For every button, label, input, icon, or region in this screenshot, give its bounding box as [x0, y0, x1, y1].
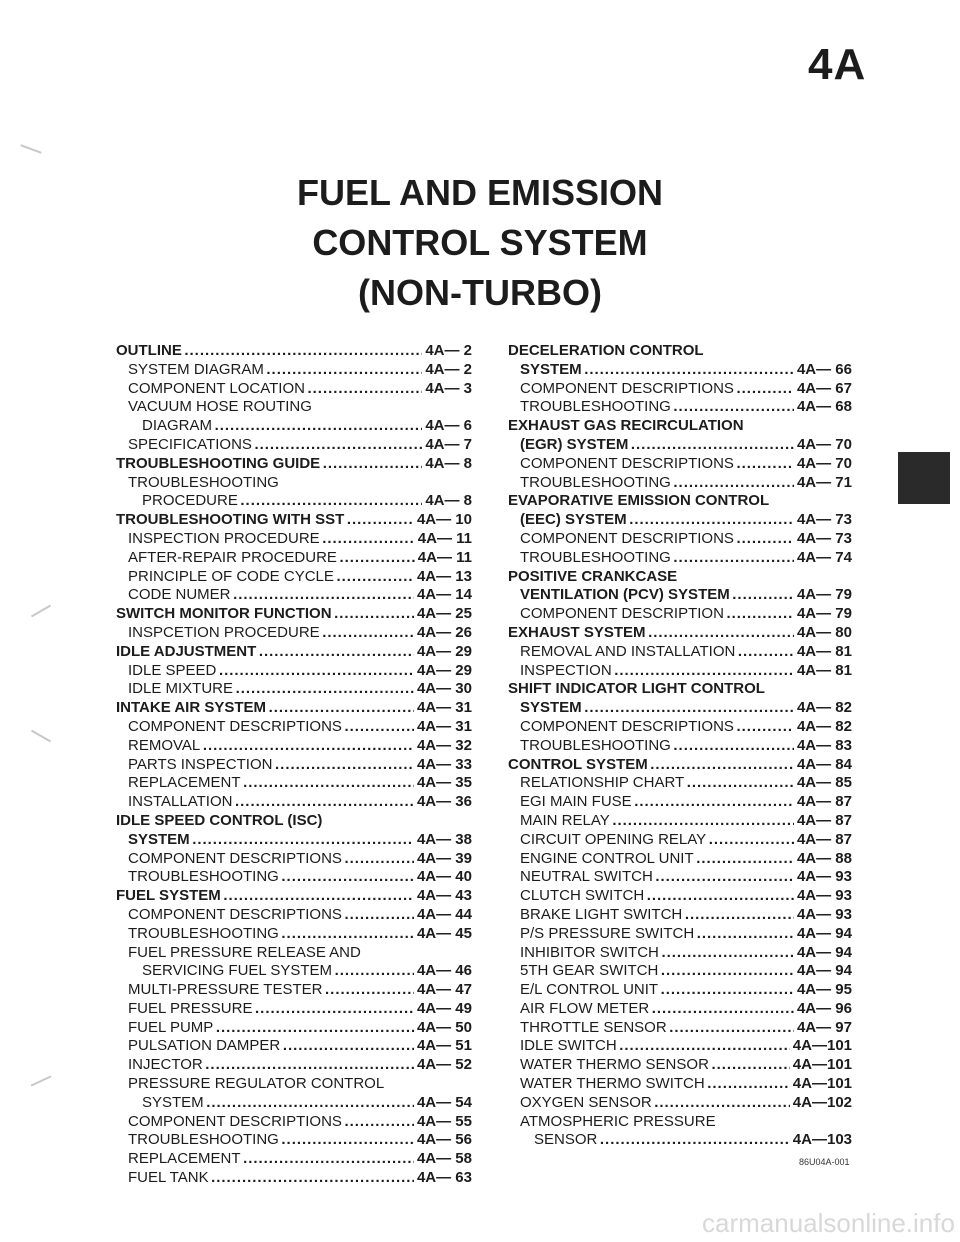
toc-entry [116, 1169, 472, 1188]
toc-entry-page: 4A— 54 [416, 1093, 472, 1111]
toc-entry-label: SYSTEM DIAGRAM . . . [128, 361, 422, 380]
toc-entry [508, 868, 852, 887]
toc-entry [508, 756, 852, 775]
toc-entry-label: IDLE SWITCH . . . [520, 1037, 790, 1056]
toc-entry [508, 1037, 852, 1056]
toc-entry-page: 4A—101 [792, 1075, 852, 1093]
toc-entry [116, 812, 472, 831]
toc-entry-label: WATER THERMO SENSOR . . . [520, 1056, 790, 1075]
toc-entry [116, 793, 472, 812]
toc-left-column [116, 342, 472, 1188]
toc-entry-page: 4A— 84 [796, 755, 852, 773]
toc-entry [116, 831, 472, 850]
toc-entry [508, 662, 852, 681]
toc-entry [116, 398, 472, 417]
toc-entry-label: FUEL PRESSURE RELEASE AND [128, 943, 361, 961]
toc-entry-page: 4A— 94 [796, 943, 852, 961]
toc-entry-label: TROUBLESHOOTING . . . [128, 1131, 414, 1150]
toc-entry-label: E/L CONTROL UNIT . . . [520, 981, 794, 1000]
toc-entry-label: TROUBLESHOOTING . . . [520, 474, 794, 493]
toc-entry-label: CLUTCH SWITCH . . . [520, 887, 794, 906]
toc-entry-page: 4A— 83 [796, 736, 852, 754]
toc-entry-page: 4A— 50 [416, 1018, 472, 1036]
toc-entry-page: 4A— 52 [416, 1056, 472, 1074]
toc-entry [508, 417, 852, 436]
toc-entry-label: COMPONENT DESCRIPTIONS . . . [128, 850, 414, 869]
toc-entry [116, 568, 472, 587]
toc-entry-label: INTAKE AIR SYSTEM . . . [116, 699, 414, 718]
toc-entry-page: 4A— 66 [796, 360, 852, 378]
title-line-2: CONTROL SYSTEM [312, 222, 648, 263]
toc-entry-label: PRINCIPLE OF CODE CYCLE . . . [128, 568, 414, 587]
toc-entry [508, 1113, 852, 1132]
toc-entry [508, 699, 852, 718]
toc-entry-page: 4A— 11 [417, 529, 472, 547]
toc-entry [116, 1113, 472, 1132]
toc-entry-label: FUEL SYSTEM . . . [116, 887, 414, 906]
toc-entry-page: 4A— 7 [425, 435, 472, 453]
toc-entry-label: TROUBLESHOOTING . . . [520, 549, 794, 568]
toc-entry-page: 4A—102 [792, 1093, 852, 1111]
toc-entry-label: PROCEDURE . . . [142, 492, 422, 511]
toc-entry [116, 1150, 472, 1169]
toc-entry [508, 812, 852, 831]
toc-entry [116, 1094, 472, 1113]
scan-artifact [31, 730, 51, 743]
toc-entry-label: MULTI-PRESSURE TESTER . . . [128, 981, 414, 1000]
toc-entry [116, 474, 472, 493]
toc-entry-page: 4A— 51 [416, 1037, 472, 1055]
toc-entry-label: ATMOSPHERIC PRESSURE [520, 1112, 716, 1130]
toc-entry-label: FUEL PRESSURE . . . [128, 1000, 414, 1019]
toc-entry [116, 530, 472, 549]
toc-entry-page: 4A— 82 [796, 699, 852, 717]
toc-entry [116, 718, 472, 737]
toc-entry [116, 624, 472, 643]
toc-entry-page: 4A— 40 [416, 868, 472, 886]
toc-entry-label: CODE NUMER . . . [128, 586, 414, 605]
toc-entry-label: (EEC) SYSTEM . . . [520, 511, 794, 530]
toc-entry-page: 4A— 81 [796, 642, 852, 660]
toc-entry-page: 4A— 14 [416, 586, 472, 604]
toc-entry [116, 586, 472, 605]
toc-entry-label: FUEL TANK . . . [128, 1169, 414, 1188]
toc-entry [116, 380, 472, 399]
toc-entry [508, 586, 852, 605]
toc-entry [116, 455, 472, 474]
toc-entry [508, 474, 852, 493]
toc-entry-label: IDLE MIXTURE . . . [128, 680, 414, 699]
toc-entry-page: 4A— 58 [416, 1150, 472, 1168]
toc-entry [116, 850, 472, 869]
toc-entry-label: BRAKE LIGHT SWITCH . . . [520, 906, 794, 925]
toc-entry-label: SWITCH MONITOR FUNCTION . . . [116, 605, 414, 624]
toc-entry-page: 4A— 63 [416, 1169, 472, 1187]
toc-entry-label: COMPONENT DESCRIPTIONS . . . [520, 455, 794, 474]
toc-entry [508, 492, 852, 511]
toc-entry [508, 1056, 852, 1075]
toc-entry-page: 4A— 93 [796, 887, 852, 905]
scan-artifact [31, 1075, 52, 1086]
toc-entry [116, 643, 472, 662]
toc-entry-label: TROUBLESHOOTING . . . [520, 398, 794, 417]
toc-entry-page: 4A— 44 [416, 905, 472, 923]
toc-entry-label: REPLACEMENT . . . [128, 1150, 414, 1169]
toc-entry-label: ENGINE CONTROL UNIT . . . [520, 850, 794, 869]
toc-entry [508, 643, 852, 662]
toc-entry [116, 605, 472, 624]
toc-entry-label: TROUBLESHOOTING . . . [128, 925, 414, 944]
toc-entry-page: 4A— 31 [416, 717, 472, 735]
toc-entry-page: 4A— 43 [416, 887, 472, 905]
toc-entry-label: INSTALLATION . . . [128, 793, 414, 812]
toc-entry [508, 774, 852, 793]
toc-entry [116, 699, 472, 718]
toc-entry-page: 4A— 13 [416, 567, 472, 585]
toc-entry-label: COMPONENT DESCRIPTION . . . [520, 605, 794, 624]
toc-entry-page: 4A— 47 [416, 981, 472, 999]
scan-artifact [31, 605, 51, 618]
toc-entry [116, 1037, 472, 1056]
toc-entry-page: 4A—101 [792, 1037, 852, 1055]
toc-entry [508, 906, 852, 925]
toc-right-column [508, 342, 852, 1150]
toc-entry [508, 1094, 852, 1113]
toc-entry-label: AIR FLOW METER . . . [520, 1000, 794, 1019]
toc-entry-label: NEUTRAL SWITCH . . . [520, 868, 794, 887]
toc-entry-label: OUTLINE . . . [116, 342, 422, 361]
toc-entry-page: 4A— 55 [416, 1112, 472, 1130]
toc-entry-page: 4A— 29 [416, 661, 472, 679]
toc-entry-page: 4A— 74 [796, 548, 852, 566]
toc-entry-label: TROUBLESHOOTING WITH SST . . . [116, 511, 414, 530]
toc-entry [116, 662, 472, 681]
toc-entry [116, 680, 472, 699]
toc-entry-label: REMOVAL AND INSTALLATION . . . [520, 643, 794, 662]
toc-entry-page: 4A— 88 [796, 849, 852, 867]
toc-entry-label: IDLE SPEED . . . [128, 662, 414, 681]
toc-entry [116, 1075, 472, 1094]
toc-entry [508, 981, 852, 1000]
toc-entry-label: EVAPORATIVE EMISSION CONTROL [508, 492, 770, 510]
toc-entry-page: 4A— 73 [796, 511, 852, 529]
toc-entry [508, 568, 852, 587]
toc-entry [116, 962, 472, 981]
toc-entry-label: RELATIONSHIP CHART . . . [520, 774, 794, 793]
toc-entry-page: 4A— 29 [416, 642, 472, 660]
toc-entry [508, 436, 852, 455]
toc-entry [116, 1019, 472, 1038]
toc-entry-label: IDLE ADJUSTMENT . . . [116, 643, 414, 662]
toc-entry-label: COMPONENT DESCRIPTIONS . . . [520, 380, 794, 399]
toc-entry-page: 4A— 87 [796, 830, 852, 848]
toc-entry [116, 511, 472, 530]
toc-entry [508, 530, 852, 549]
toc-entry [508, 342, 852, 361]
toc-entry-page: 4A— 87 [796, 793, 852, 811]
toc-entry-page: 4A— 70 [796, 454, 852, 472]
toc-entry-label: EXHAUST GAS RECIRCULATION [508, 417, 744, 435]
toc-entry-label: SYSTEM . . . [520, 361, 794, 380]
toc-entry-label: PARTS INSPECTION . . . [128, 756, 414, 775]
toc-entry [116, 342, 472, 361]
toc-entry-page: 4A— 94 [796, 962, 852, 980]
toc-entry-label: INSPECTION PROCEDURE . . . [128, 530, 415, 549]
toc-entry-label: INSPCETION PROCEDURE . . . [128, 624, 414, 643]
toc-entry-label: OXYGEN SENSOR . . . [520, 1094, 790, 1113]
toc-entry-page: 4A— 26 [416, 623, 472, 641]
scan-artifact [20, 144, 41, 153]
figure-code: 86U04A-001 [799, 1157, 850, 1167]
toc-entry [116, 887, 472, 906]
toc-entry-label: EGI MAIN FUSE . . . [520, 793, 794, 812]
toc-entry-page: 4A— 45 [416, 924, 472, 942]
toc-entry [508, 1075, 852, 1094]
toc-entry [116, 756, 472, 775]
toc-entry [116, 1000, 472, 1019]
toc-entry [116, 549, 472, 568]
toc-entry-label: CONTROL SYSTEM . . . [508, 756, 794, 775]
toc-entry [116, 981, 472, 1000]
toc-entry-page: 4A— 2 [425, 360, 472, 378]
toc-entry-label: COMPONENT DESCRIPTIONS . . . [128, 906, 414, 925]
toc-entry-label: (EGR) SYSTEM . . . [520, 436, 794, 455]
toc-entry-page: 4A— 81 [796, 661, 852, 679]
toc-entry-label: INHIBITOR SWITCH . . . [520, 944, 794, 963]
toc-entry-label: COMPONENT DESCRIPTIONS . . . [128, 1113, 414, 1132]
toc-entry-page: 4A— 96 [796, 999, 852, 1017]
toc-entry-label: EXHAUST SYSTEM . . . [508, 624, 794, 643]
toc-entry [508, 1131, 852, 1150]
toc-entry-page: 4A— 56 [416, 1131, 472, 1149]
toc-entry-page: 4A— 30 [416, 680, 472, 698]
toc-entry-label: VACUUM HOSE ROUTING [128, 398, 312, 416]
toc-entry-label: TROUBLESHOOTING . . . [520, 737, 794, 756]
toc-entry [508, 962, 852, 981]
toc-entry-page: 4A— 49 [416, 999, 472, 1017]
watermark: carmanualsonline.info [702, 1208, 955, 1238]
toc-entry-label: DECELERATION CONTROL [508, 342, 704, 359]
toc-entry-page: 4A— 35 [416, 774, 472, 792]
toc-entry-page: 4A— 87 [796, 811, 852, 829]
toc-entry-page: 4A— 82 [796, 717, 852, 735]
toc-entry-page: 4A— 68 [796, 398, 852, 416]
toc-entry-page: 4A— 46 [416, 962, 472, 980]
toc-entry [116, 944, 472, 963]
title-line-1: FUEL AND EMISSION [296, 172, 664, 213]
toc-entry-page: 4A— 2 [425, 342, 472, 359]
toc-entry-label: COMPONENT DESCRIPTIONS . . . [520, 718, 794, 737]
toc-entry-page: 4A— 38 [416, 830, 472, 848]
toc-entry-page: 4A— 80 [796, 623, 852, 641]
toc-entry-page: 4A—101 [792, 1056, 852, 1074]
page-title [0, 168, 960, 318]
toc-entry-page: 4A— 94 [796, 924, 852, 942]
toc-entry-page: 4A— 79 [796, 586, 852, 604]
toc-entry-page: 4A— 85 [796, 774, 852, 792]
toc-entry-page: 4A— 31 [416, 699, 472, 717]
toc-entry-page: 4A— 8 [425, 492, 472, 510]
toc-entry-label: SYSTEM . . . [520, 699, 794, 718]
toc-entry-page: 4A— 25 [416, 605, 472, 623]
toc-entry-label: THROTTLE SENSOR . . . [520, 1019, 794, 1038]
toc-entry-label: 5TH GEAR SWITCH . . . [520, 962, 794, 981]
toc-entry-label: REMOVAL . . . [128, 737, 414, 756]
toc-entry [116, 436, 472, 455]
toc-entry-label: POSITIVE CRANKCASE [508, 567, 678, 585]
toc-entry-label: MAIN RELAY . . . [520, 812, 794, 831]
toc-entry-label: SYSTEM . . . [128, 831, 414, 850]
toc-entry-label: INJECTOR . . . [128, 1056, 414, 1075]
toc-entry [508, 793, 852, 812]
toc-entry [116, 906, 472, 925]
toc-entry [116, 925, 472, 944]
toc-entry [508, 511, 852, 530]
toc-entry [508, 831, 852, 850]
toc-entry [116, 737, 472, 756]
toc-entry [116, 361, 472, 380]
toc-entry-page: 4A— 3 [425, 379, 472, 397]
toc-entry-label: VENTILATION (PCV) SYSTEM . . . [520, 586, 794, 605]
toc-entry-page: 4A— 39 [416, 849, 472, 867]
toc-entry [508, 361, 852, 380]
toc-entry-label: SERVICING FUEL SYSTEM . . . [142, 962, 414, 981]
toc-entry-page: 4A— 93 [796, 868, 852, 886]
toc-entry [508, 887, 852, 906]
toc-entry [508, 718, 852, 737]
toc-entry [508, 455, 852, 474]
toc-entry-page: 4A— 73 [796, 529, 852, 547]
toc-entry-label: COMPONENT LOCATION . . . [128, 380, 422, 399]
toc-entry [508, 925, 852, 944]
toc-entry-page: 4A—103 [792, 1131, 852, 1149]
toc-entry [116, 417, 472, 436]
toc-entry-label: COMPONENT DESCRIPTIONS . . . [520, 530, 794, 549]
toc-entry-label: CIRCUIT OPENING RELAY . . . [520, 831, 794, 850]
toc-entry [508, 380, 852, 399]
toc-entry-label: SENSOR . . . [534, 1131, 790, 1150]
toc-entry [116, 492, 472, 511]
toc-entry-page: 4A— 79 [796, 605, 852, 623]
toc-entry [508, 737, 852, 756]
toc-entry-page: 4A— 70 [796, 435, 852, 453]
toc-entry [508, 398, 852, 417]
toc-entry-label: COMPONENT DESCRIPTIONS . . . [128, 718, 414, 737]
toc-entry [116, 1131, 472, 1150]
toc-entry-page: 4A— 93 [796, 905, 852, 923]
toc-entry [508, 549, 852, 568]
toc-entry-page: 4A— 32 [416, 736, 472, 754]
toc-entry-page: 4A— 10 [416, 511, 472, 529]
toc-entry-label: SHIFT INDICATOR LIGHT CONTROL [508, 680, 765, 698]
section-thumb-tab [898, 452, 950, 504]
toc-entry [116, 774, 472, 793]
toc-entry-label: TROUBLESHOOTING GUIDE . . . [116, 455, 422, 474]
toc-entry-page: 4A— 97 [796, 1018, 852, 1036]
toc-entry-label: PRESSURE REGULATOR CONTROL [128, 1075, 385, 1093]
toc-entry-page: 4A— 6 [425, 417, 472, 435]
toc-entry [508, 1019, 852, 1038]
toc-entry-label: AFTER-REPAIR PROCEDURE . . . [128, 549, 415, 568]
toc-entry-page: 4A— 95 [796, 981, 852, 999]
toc-entry-page: 4A— 36 [416, 793, 472, 811]
toc-entry-page: 4A— 71 [796, 473, 852, 491]
toc-entry-label: INSPECTION . . . [520, 662, 794, 681]
toc-entry [116, 1056, 472, 1075]
section-code: 4A [808, 40, 867, 89]
title-line-3: (NON-TURBO) [358, 272, 602, 313]
toc-entry-label: SPECIFICATIONS . . . [128, 436, 422, 455]
toc-entry [508, 850, 852, 869]
toc-entry-page: 4A— 11 [417, 548, 472, 566]
toc-entry-page: 4A— 8 [425, 454, 472, 472]
toc-entry-label: FUEL PUMP . . . [128, 1019, 414, 1038]
toc-entry [508, 624, 852, 643]
toc-entry-label: REPLACEMENT . . . [128, 774, 414, 793]
toc-entry [508, 605, 852, 624]
toc-entry-label: PULSATION DAMPER . . . [128, 1037, 414, 1056]
toc-entry [508, 680, 852, 699]
toc-entry-label: DIAGRAM . . . [142, 417, 422, 436]
toc-entry-label: TROUBLESHOOTING [128, 473, 279, 491]
toc-entry [508, 944, 852, 963]
toc-entry [508, 1000, 852, 1019]
toc-entry-page: 4A— 33 [416, 755, 472, 773]
toc-entry-label: SYSTEM . . . [142, 1094, 414, 1113]
toc-entry-page: 4A— 67 [796, 379, 852, 397]
toc-entry-label: IDLE SPEED CONTROL (ISC) [116, 811, 323, 829]
toc-entry [116, 868, 472, 887]
toc-entry-label: P/S PRESSURE SWITCH . . . [520, 925, 794, 944]
toc-entry-label: TROUBLESHOOTING . . . [128, 868, 414, 887]
toc-entry-label: WATER THERMO SWITCH . . . [520, 1075, 790, 1094]
